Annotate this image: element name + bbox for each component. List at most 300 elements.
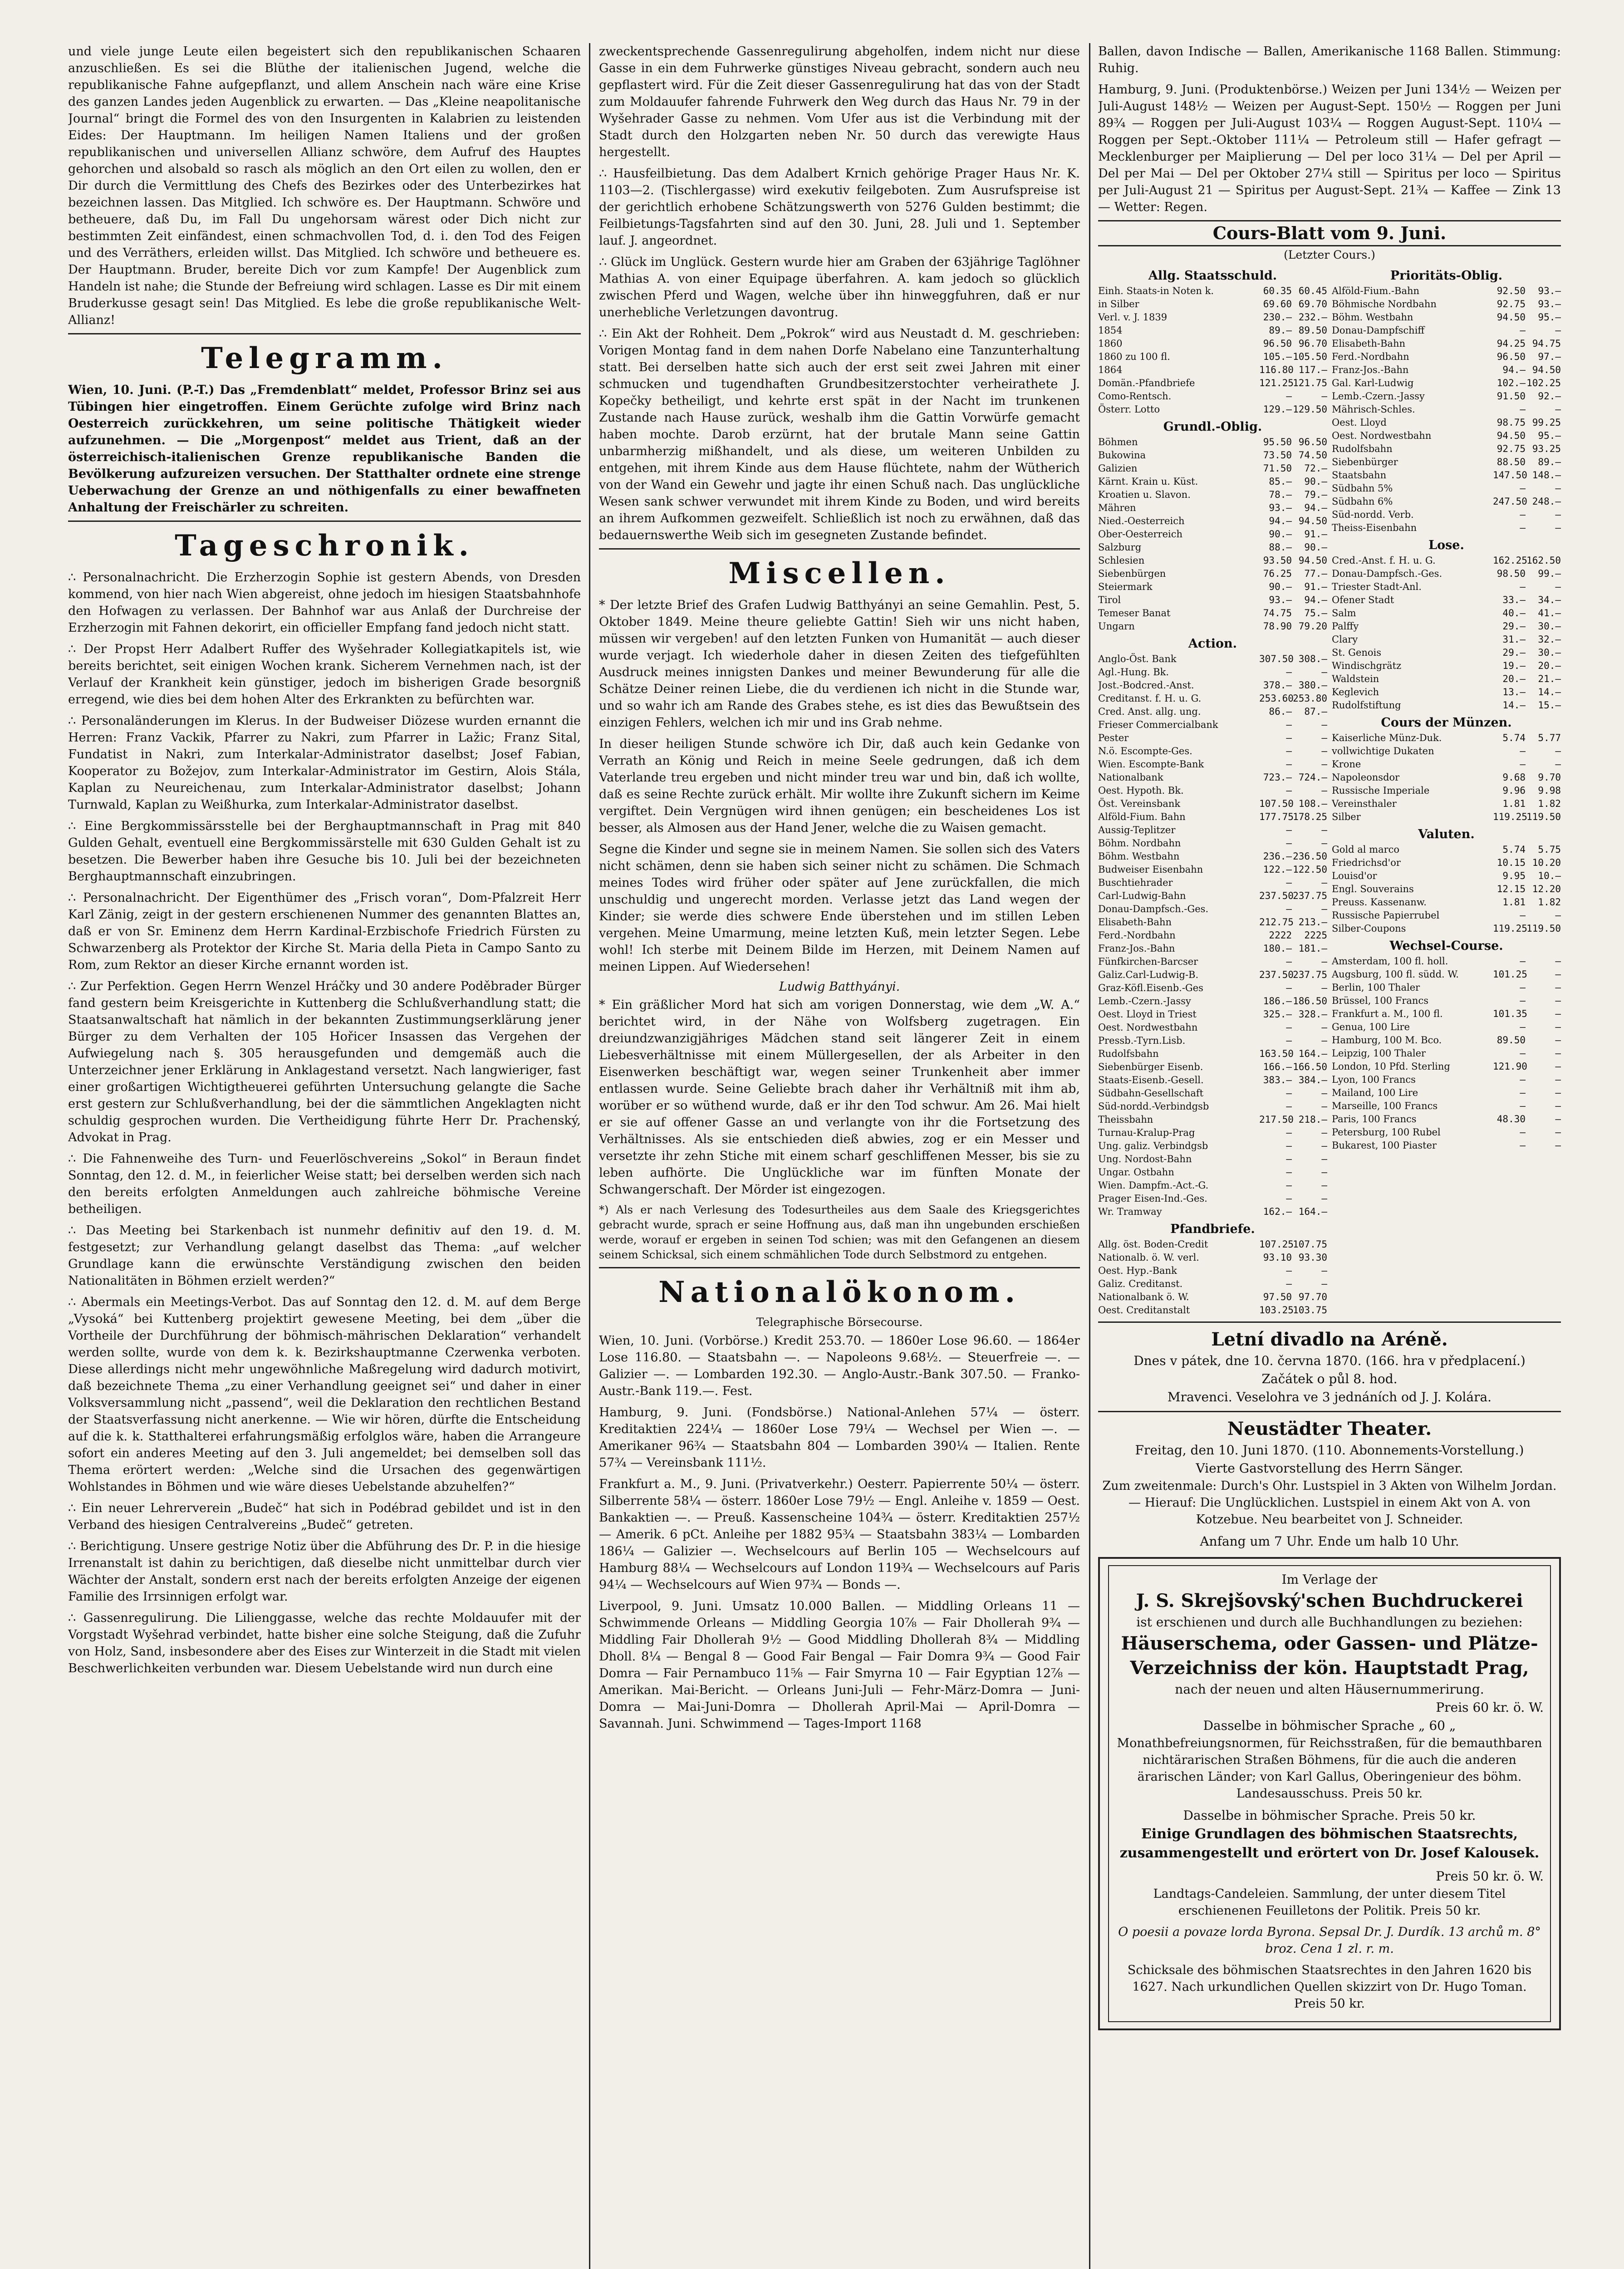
security-name: Böhmische Nordbahn xyxy=(1332,299,1437,309)
security-name: Öst. Vereinsbank xyxy=(1098,798,1181,809)
price-ask: 91.— xyxy=(1304,529,1327,540)
price-bid: — xyxy=(1520,1140,1526,1151)
price-ask: 105.50 xyxy=(1293,351,1327,362)
table-row xyxy=(1098,620,1327,633)
market-report: Ballen, davon Indische — Ballen, Amerikanische 1168 Ballen. Stimmung: Ruhig. xyxy=(1098,44,1561,75)
price-bid: — xyxy=(1286,746,1292,756)
security-name: Pester xyxy=(1098,732,1129,743)
table-row xyxy=(1332,495,1561,508)
table-row xyxy=(1332,1047,1561,1060)
price-ask: — xyxy=(1321,877,1327,888)
price-ask: 5.77 xyxy=(1538,732,1561,743)
table-row xyxy=(1098,554,1327,567)
security-name: Genua, 100 Lire xyxy=(1332,1022,1410,1032)
security-name: Frieser Commercialbank xyxy=(1098,719,1218,730)
table-rows xyxy=(1098,285,1327,416)
ad-line: ist erschienen und durch alle Buchhandlungen zu beziehen: xyxy=(1136,1615,1523,1630)
price-bid: 9.96 xyxy=(1502,785,1526,796)
table-row xyxy=(1332,673,1561,686)
security-name: Galiz. Creditanst. xyxy=(1098,1278,1183,1289)
security-name: Clary xyxy=(1332,634,1358,645)
security-name: Rudolfstiftung xyxy=(1332,700,1401,711)
security-name: Süd-nordd. Verb. xyxy=(1332,509,1414,520)
table-row xyxy=(1332,896,1561,909)
table-row xyxy=(1098,501,1327,515)
news-item: ∴ Zur Perfektion. Gegen Herrn Wenzel Hráčky und 30 andere Poděbrader Bürger fand gestern beim Kreisgerichte in Kuttenberg die Schlußverhandlung statt; die Staatsanwaltschaft hat nämlich in der bekannten Zustimmungserklärung jener Bürger zu dem Verhalten der 105 Hořicer Insassen das Vergehen der Aufwiegelung nach §. 305 herausgefunden und demgemäß auch die Unterzeichner jener Erklärung in Anklagestand versetzt. Nach langwieriger, fast einer großartigen Wichtigtheuerei geführten Untersuchung gelangte die Sache erst gestern zur Schlußverhandlung, bei der die sämmtlichen Angeklagten nicht schuldig gesprochen wurden. Die Vertheidigung führte Herr Dr. Prachenský, Advokat in Prag. xyxy=(68,979,581,1144)
price-ask: — xyxy=(1321,667,1327,678)
ad-item: Monathbefreiungsnormen, für Reichsstraßen, für die bemauthbaren nichtärarischen Straßen Böhmens, für die auch die anderen ärarischen Länder; von Karl Gallus, Oberingenieur des böhm. Landesausschuss. Preis 50 kr. xyxy=(1117,1736,1542,1801)
table-row xyxy=(1098,390,1327,403)
security-name: Schlesien xyxy=(1098,555,1145,566)
table-row xyxy=(1098,594,1327,607)
security-name: Oest. Lloyd in Triest xyxy=(1098,1009,1197,1020)
security-name: vollwichtige Dukaten xyxy=(1332,746,1434,756)
price-bid: — xyxy=(1286,1278,1292,1289)
table-row xyxy=(1098,1153,1327,1166)
price-ask: 32.— xyxy=(1538,634,1561,645)
price-ask: 75.— xyxy=(1304,608,1327,619)
security-name: Ober-Oesterreich xyxy=(1098,529,1183,540)
price-bid: 98.50 xyxy=(1496,568,1526,579)
section-title-nationaloekonom: Nationalökonom. xyxy=(658,1275,1021,1309)
price-bid: 129.— xyxy=(1263,404,1292,415)
security-name: Ung. Nordost-Bahn xyxy=(1098,1154,1192,1164)
security-name: Lemb.-Czern.-Jassy xyxy=(1098,996,1191,1007)
price-ask: 248.— xyxy=(1532,496,1561,507)
column-rule xyxy=(1089,43,1090,2269)
security-name: Krone xyxy=(1332,759,1361,770)
price-ask: 9.70 xyxy=(1538,772,1561,783)
price-bid: — xyxy=(1286,1140,1292,1151)
security-name: Südbahn 6% xyxy=(1332,496,1393,507)
section-title-telegramm: Telegramm. xyxy=(201,341,448,375)
ad-item: Landtags-Candeleien. Sammlung, der unter diesem Titel erschienenen Feuilletons der Politik. Preis 50 kr. xyxy=(1153,1887,1506,1918)
divider xyxy=(68,521,581,522)
table-row xyxy=(1098,653,1327,666)
price-ask: 5.75 xyxy=(1538,844,1561,855)
price-bid: 186.— xyxy=(1263,996,1292,1007)
security-name: Ferd.-Nordbahn xyxy=(1098,930,1176,941)
cours-blatt-subtitle: (Letzter Cours.) xyxy=(1284,248,1375,261)
ad-line: nach der neuen und alten Häusernummerirung. xyxy=(1175,1682,1484,1697)
cours-table-right xyxy=(1332,265,1561,1317)
security-name: Waldstein xyxy=(1332,673,1379,684)
security-name: Theiss-Eisenbahn xyxy=(1332,522,1417,533)
table-row xyxy=(1098,1113,1327,1126)
price-bid: — xyxy=(1520,1087,1526,1098)
table-row xyxy=(1098,745,1327,758)
security-name: Wien. Dampfm.-Act.-G. xyxy=(1098,1180,1209,1191)
price-ask: 384.— xyxy=(1298,1075,1327,1085)
cours-table-left xyxy=(1098,265,1327,1317)
ad-line: Im Verlage der xyxy=(1281,1572,1378,1587)
table-section-title: Cours der Münzen. xyxy=(1381,716,1512,730)
price-bid: 90.— xyxy=(1269,581,1292,592)
price-ask: 97.— xyxy=(1538,351,1561,362)
price-bid: 90.— xyxy=(1269,529,1292,540)
security-name: Siebenbürger Eisenb. xyxy=(1098,1061,1203,1072)
price-bid: 162.— xyxy=(1263,1206,1292,1217)
table-row xyxy=(1332,350,1561,363)
price-ask: 119.50 xyxy=(1526,811,1561,822)
security-name: 1864 xyxy=(1098,364,1123,375)
security-name: Böhmen xyxy=(1098,437,1138,447)
price-bid: 29.— xyxy=(1502,647,1526,658)
price-ask: 9.98 xyxy=(1538,785,1561,796)
price-bid: 48.30 xyxy=(1496,1114,1526,1125)
table-row xyxy=(1332,659,1561,673)
price-bid: — xyxy=(1520,1100,1526,1111)
price-ask: — xyxy=(1555,995,1561,1006)
ad-item: O poesii a povaze lorda Byrona. Sepsal Dr. J. Durdík. 13 archů m. 8° broz. Cena 1 zl. r. m. xyxy=(1118,1925,1541,1956)
table-section-title: Wechsel-Course. xyxy=(1389,939,1503,953)
neustaedter-theater-title: Neustädter Theater. xyxy=(1227,1418,1432,1439)
price-bid: 9.68 xyxy=(1502,772,1526,783)
security-name: Oest. Nordwestbahn xyxy=(1332,430,1432,441)
price-ask: 164.— xyxy=(1298,1048,1327,1059)
security-name: Creditanst. f. H. u. G. xyxy=(1098,693,1202,704)
security-name: Galizien xyxy=(1098,463,1138,474)
price-ask: 166.50 xyxy=(1293,1061,1327,1072)
security-name: Bukowina xyxy=(1098,450,1146,461)
table-row xyxy=(1098,488,1327,501)
table-row xyxy=(1332,482,1561,495)
price-bid: — xyxy=(1520,581,1526,592)
security-name: Kaiserliche Münz-Duk. xyxy=(1332,732,1442,743)
security-name: 1860 zu 100 fl. xyxy=(1098,351,1170,362)
price-bid: — xyxy=(1286,1101,1292,1112)
price-ask: — xyxy=(1321,732,1327,743)
price-bid: 40.— xyxy=(1502,608,1526,619)
table-row xyxy=(1098,350,1327,363)
security-name: Kärnt. Krain u. Küst. xyxy=(1098,476,1198,487)
table-section-title: Allg. Staatsschuld. xyxy=(1148,269,1277,283)
news-item: ∴ Ein Akt der Rohheit. Dem „Pokrok“ wird aus Neustadt d. M. geschrieben: Vorigen Montag fand in dem nahen Dorfe Nabelano eine Tanzunterhaltung statt. Bei derselben hatte sich auch der erst seit zwei Jahren mit einer schmucken und tugendhaften Grundbesitzerstochter verheirathete J. Kopečky betheiligt, und kehrte erst spät in der Nacht im trunkenen Zustande nach Hause zurück, weshalb ihm die Gattin Vorwürfe gemacht haben mochte. Darob erzürnt, hat der brutale Mann seine Gattin unbarmherzig mißhandelt, und als diese, um weiteren Unbilden zu entgehen, mit ihrem Kinde aus dem Hause flüchtete, nahm der Wütherich von der Wand ein Gewehr und jagte ihr einen Schuß nach. Das unglückliche Wesen sank schwer verwundet mit ihrem Kinde zu Boden, und wird bereits an ihrem Aufkommen gezweifelt. Schließlich ist noch zu erwähnen, daß das bedauernswerthe Weib sich im gesegneten Zustande befindet. xyxy=(599,327,1080,542)
news-item: ∴ Abermals ein Meetings-Verbot. Das auf Sonntag den 12. d. M. auf dem Berge „Vysoká“ bei Kuttenberg projektirt gewesene Meeting, bei dem „über die Vortheile der Durchführung der böhmisch-mährischen Deklaration“ verhandelt werden sollte, wurde von dem k. k. Bezirkshauptmanne Czerwenka verboten. Diese allerdings nicht mehr ungewöhnliche Maßregelung wird dadurch motivirt, daß bezeichnete Thema „zu einer Verhandlung geeignet sei“ und daher in einer Volksversammlung nicht „passend“, weil die Deklaration den rechtlichen Bestand der Staatsverfassung nicht anerkenne. — Wie wir hören, dürfte die Entscheidung auf die k. k. Statthalterei erfahrungsmäßig erfolglos wäre, haben die Arrangeure sofort ein anderes Meeting auf den 3. Juli angemeldet; bei demselben soll das Thema erörtert werden: „Welche sind die Ursachen des gegenwärtigen Wohlstandes in Böhmen und wie wäre dieses Uebelstande abzuhelfen?“ xyxy=(68,1295,581,1494)
security-name: Silber xyxy=(1332,811,1361,822)
price-ask: — xyxy=(1555,910,1561,921)
security-name: Windischgrätz xyxy=(1332,660,1402,671)
security-name: Mähren xyxy=(1098,502,1136,513)
security-name: Ferd.-Nordbahn xyxy=(1332,351,1409,362)
table-section-title: Lose. xyxy=(1428,538,1464,552)
price-ask: — xyxy=(1321,785,1327,796)
security-name: Nied.-Oesterreich xyxy=(1098,516,1185,526)
price-bid: — xyxy=(1286,732,1292,743)
security-name: 1860 xyxy=(1098,338,1123,349)
security-name: Oest. Nordwestbahn xyxy=(1098,1022,1198,1033)
price-bid: 236.— xyxy=(1263,851,1292,862)
table-row xyxy=(1332,968,1561,981)
price-bid: 69.60 xyxy=(1263,299,1292,309)
price-bid: — xyxy=(1286,1088,1292,1099)
price-bid: 119.25 xyxy=(1493,811,1527,822)
security-name: Oest. Hyp.-Bank xyxy=(1098,1265,1177,1276)
price-ask: 96.50 xyxy=(1298,437,1327,447)
security-name: 1854 xyxy=(1098,325,1123,336)
security-name: Donau-Dampfsch.-Ges. xyxy=(1332,568,1442,579)
table-row xyxy=(1098,1304,1327,1317)
price-ask: — xyxy=(1321,1278,1327,1289)
security-name: Palffy xyxy=(1332,621,1359,632)
security-name: Triester Stadt-Anl. xyxy=(1332,581,1422,592)
price-bid: — xyxy=(1520,956,1526,967)
price-bid: 89.50 xyxy=(1496,1035,1526,1046)
security-name: Berlin, 100 Thaler xyxy=(1332,982,1420,993)
price-ask: — xyxy=(1321,1193,1327,1204)
news-item: ∴ Berichtigung. Unsere gestrige Notiz über die Abführung des Dr. P. in die hiesige Irrenanstalt ist dahin zu berichtigen, daß dieselbe nicht unmittelbar durch vier Wächter der Anstalt, sondern erst nach der bereits erfolgten Anzeige der eigenen Familie des Irrsinnigen erfolgt war. xyxy=(68,1539,581,1604)
security-name: Böhm. Westbahn xyxy=(1098,851,1180,862)
table-row xyxy=(1098,462,1327,475)
price-ask: — xyxy=(1555,581,1561,592)
price-bid: — xyxy=(1286,785,1292,796)
price-ask: 122.50 xyxy=(1293,864,1327,875)
security-name: Salm xyxy=(1332,608,1356,619)
table-row xyxy=(1098,1100,1327,1113)
table-row xyxy=(1332,922,1561,935)
table-rows xyxy=(1332,554,1561,712)
price-bid: — xyxy=(1520,910,1526,921)
price-bid: 95.50 xyxy=(1263,437,1292,447)
news-item: ∴ Hausfeilbietung. Das dem Adalbert Krnich gehörige Prager Haus Nr. K. 1103—2. (Tischlergasse) wird exekutiv feilgeboten. Zum Ausrufspreise ist der gerichtlich erhobene Schätzungswerth von 5276 Gulden bestimmt; die Feilbietungs-Tagsfahrten sind auf den 30. Juni, 28. Juli und 1. September lauf. J. angeordnet. xyxy=(599,167,1080,248)
price-bid: 94.— xyxy=(1269,516,1292,526)
table-row xyxy=(1332,1034,1561,1047)
divider xyxy=(599,1267,1080,1268)
price-bid: 96.50 xyxy=(1263,338,1292,349)
price-ask: 72.— xyxy=(1304,463,1327,474)
table-row xyxy=(1332,758,1561,771)
price-ask: — xyxy=(1555,982,1561,993)
table-row xyxy=(1332,686,1561,699)
news-item: ∴ Eine Bergkommissärsstelle bei der Berghauptmannschaft in Prag mit 840 Gulden Gehalt, eventuell eine Bergkommissärstelle mit 630 Gulden Gehalt ist zu besetzen. Die Bewerber haben ihre Gesuche bis 10. Juli bei der bezeichneten Berghauptmannschaft einzubringen. xyxy=(68,819,581,884)
table-row xyxy=(1332,298,1561,311)
price-ask: — xyxy=(1321,1088,1327,1099)
price-ask: 93.25 xyxy=(1532,443,1561,454)
price-bid: 20.— xyxy=(1502,673,1526,684)
table-row xyxy=(1332,607,1561,620)
telegramm-text: Wien, 10. Juni. (P.-T.) Das „Fremdenblatt“ meldet, Professor Brinz sei aus Tübingen hier eingetroffen. Einem Gerüchte zufolge wird Brinz nach Oesterreich zurückkehren, um seine politische Thätigkeit wieder aufzunehmen. — Die „Morgenpost“ meldet aus Trient, daß an der österreichisch-italienischen Grenze republikanische Banden die Bevölkerung aufzureizen versuchen. Der Statthalter ordnete eine strenge Ueberwachung der Grenze an und nöthigenfalls zu einer bewaffneten Anhaltung der Freischärler zu schreiten. xyxy=(68,383,581,515)
table-row xyxy=(1332,745,1561,758)
price-ask: 103.75 xyxy=(1293,1305,1327,1316)
price-ask: — xyxy=(1555,1035,1561,1046)
table-row xyxy=(1332,1060,1561,1073)
price-ask: — xyxy=(1555,522,1561,533)
price-ask: 236.50 xyxy=(1293,851,1327,862)
table-row xyxy=(1332,363,1561,377)
table-row xyxy=(1332,732,1561,745)
price-ask: 94.50 xyxy=(1298,555,1327,566)
table-section-title: Action. xyxy=(1188,637,1237,651)
price-ask: 102.25 xyxy=(1526,378,1561,388)
price-ask: — xyxy=(1555,1100,1561,1111)
price-ask: 380.— xyxy=(1298,680,1327,691)
news-item: ∴ Die Fahnenweihe des Turn- und Feuerlöschvereins „Sokol“ in Beraun findet Sonntag, den 12. d. M., in feierlicher Weise statt; bei derselben werden sich nach den bereits erfolgten Anmeldungen auch zahlreiche böhmische Vereine betheiligen. xyxy=(68,1152,581,1216)
table-row xyxy=(1098,810,1327,824)
table-row xyxy=(1098,324,1327,337)
price-bid: 96.50 xyxy=(1496,351,1526,362)
table-row xyxy=(1098,1205,1327,1218)
security-name: Franz-Jos.-Bahn xyxy=(1098,943,1175,954)
price-ask: — xyxy=(1555,1048,1561,1059)
security-name: Frankfurt a. M., 100 fl. xyxy=(1332,1008,1443,1019)
ad-price: Preis 50 kr. ö. W. xyxy=(1436,1869,1544,1884)
table-row xyxy=(1332,843,1561,856)
price-bid: 94.50 xyxy=(1496,430,1526,441)
price-bid: — xyxy=(1520,1048,1526,1059)
price-bid: 237.50 xyxy=(1259,890,1294,901)
table-row xyxy=(1098,1192,1327,1205)
price-ask: 89.— xyxy=(1538,457,1561,467)
table-row xyxy=(1098,982,1327,995)
column-rule xyxy=(589,43,590,2269)
table-row xyxy=(1098,475,1327,488)
table-row xyxy=(1332,554,1561,567)
price-bid: 97.50 xyxy=(1263,1292,1292,1302)
price-bid: 9.95 xyxy=(1502,870,1526,881)
table-row xyxy=(1098,449,1327,462)
price-ask: 108.— xyxy=(1298,798,1327,809)
price-bid: — xyxy=(1286,1154,1292,1164)
price-ask: — xyxy=(1555,1087,1561,1098)
security-name: Silber-Coupons xyxy=(1332,923,1406,934)
divider xyxy=(68,333,581,334)
price-ask: 10.— xyxy=(1538,870,1561,881)
table-row xyxy=(1098,718,1327,732)
market-report: Wien, 10. Juni. (Vorbörse.) Kredit 253.70. — 1860er Lose 96.60. — 1864er Lose 116.80. — Staatsbahn —. — Napoleons 9.68½. — Steuerfreie —. — Galizier —. — Lombarden 192.30. — Anglo-Austr.-Bank 307.50. — Franko-Austr.-Bank 119.—. Fest. xyxy=(599,1334,1080,1398)
security-name: Pressb.-Tyrn.Lisb. xyxy=(1098,1035,1186,1046)
ad-line: Dasselbe in böhmischer Sprache „ 60 „ xyxy=(1203,1718,1456,1733)
table-row xyxy=(1332,337,1561,350)
price-ask: 91.— xyxy=(1304,581,1327,592)
news-item: ∴ Personalnachricht. Die Erzherzogin Sophie ist gestern Abends, von Dresden kommend, von hier nach Wien abgereist, ohne jedoch im hiesigen Staatsbahnhofe den Hofwagen zu verlassen. Der Bahnhof war aus Anlaß der Durchreise der Erzherzogin mit Fahnen dekorirt, ein officieller Empfang fand jedoch nicht statt. xyxy=(68,570,581,635)
table-row xyxy=(1098,771,1327,784)
price-bid: — xyxy=(1286,1127,1292,1138)
price-bid: 101.35 xyxy=(1493,1008,1527,1019)
table-row xyxy=(1332,580,1561,594)
table-row xyxy=(1098,311,1327,324)
misc-item: Segne die Kinder und segne sie in meinem Namen. Sie sollen sich des Vaters nicht schämen, denn sie haben sich seiner nicht zu schämen. Die Schmach meines Todes wird früher oder später auf Jene zurückfallen, die mich unschuldig und ungerecht morden. Verlasse jetzt das Land wegen der Kinder; sie werde dies schwere Ende überstehen und im stillen Leben vergehen. Meine Umarmung, meine letzten Kuß, mein letzter Segen. Lebe wohl! Ich sterbe mit Deinem Bilde im Herzen, mit Deinem Namen auf meinen Lippen. Auf Wiedersehen! xyxy=(599,842,1080,974)
price-bid: — xyxy=(1520,1127,1526,1138)
price-ask: 99.— xyxy=(1538,568,1561,579)
price-bid: — xyxy=(1286,1180,1292,1191)
price-bid: 247.50 xyxy=(1493,496,1527,507)
ad-title: Häuserschema, oder Gassen- und Plätze-Verzeichniss der kön. Hauptstadt Prag, xyxy=(1121,1633,1538,1679)
table-row xyxy=(1098,929,1327,942)
price-ask: — xyxy=(1321,391,1327,402)
price-bid: — xyxy=(1520,982,1526,993)
security-name: Mährisch-Schles. xyxy=(1332,404,1415,415)
table-row xyxy=(1098,298,1327,311)
table-rows xyxy=(1332,843,1561,935)
security-name: Russische Papierrubel xyxy=(1332,910,1440,921)
price-ask: 119.50 xyxy=(1526,923,1561,934)
table-row xyxy=(1098,541,1327,554)
table-row xyxy=(1332,456,1561,469)
table-row xyxy=(1098,1251,1327,1264)
misc-item: * Der letzte Brief des Grafen Ludwig Batthyányi an seine Gemahlin. Pest, 5. Oktober 1849. Meine theure geliebte Gattin! Sieh wir uns nicht haben, müssen wir vergeben! auf den letzten Funken von Humanität — auch dieser wurde verjagt. Ich wiederhole daher in diesen Zeiten des tiefgefühlten Ausdruck meines innigsten Dankes und meiner Bewunderung für alle die Schätze Deiner reinen Liebe, die du verdienen ich nicht in die Stunde war, und so wahr ich am Rande des Grabes stehe, es ist dies das Bewußtsein des einzigen Fehlers, welchen ich mir und ins Grab nehme. xyxy=(599,598,1080,730)
security-name: Wr. Tramway xyxy=(1098,1206,1162,1217)
security-name: Aussig-Teplitzer xyxy=(1098,825,1176,835)
price-bid: 325.— xyxy=(1263,1009,1292,1020)
price-ask: 14.— xyxy=(1538,687,1561,697)
price-ask: 15.— xyxy=(1538,700,1561,711)
table-row xyxy=(1098,285,1327,298)
security-name: Böhm. Nordbahn xyxy=(1098,838,1181,849)
security-name: Nationalb. ö. W. verl. xyxy=(1098,1252,1199,1263)
table-row xyxy=(1332,856,1561,869)
table-row xyxy=(1332,869,1561,883)
security-name: London, 10 Pfd. Sterling xyxy=(1332,1061,1450,1072)
price-ask: — xyxy=(1321,956,1327,967)
price-bid: 13.— xyxy=(1502,687,1526,697)
table-row xyxy=(1098,1166,1327,1179)
table-row xyxy=(1332,1113,1561,1126)
price-bid: — xyxy=(1286,825,1292,835)
table-row xyxy=(1332,377,1561,390)
security-name: Paris, 100 Francs xyxy=(1332,1114,1417,1125)
table-rows xyxy=(1098,653,1327,1218)
price-bid: — xyxy=(1286,956,1292,967)
column-3 xyxy=(1098,43,1561,2269)
table-row xyxy=(1098,1238,1327,1251)
price-bid: — xyxy=(1520,404,1526,415)
table-row xyxy=(1098,692,1327,705)
price-bid: 147.50 xyxy=(1493,470,1527,481)
price-ask: — xyxy=(1321,838,1327,849)
security-name: St. Genois xyxy=(1332,647,1382,658)
price-bid: 1.81 xyxy=(1502,897,1526,908)
price-bid: 723.— xyxy=(1263,772,1292,783)
price-bid: 180.— xyxy=(1263,943,1292,954)
price-bid: 307.50 xyxy=(1259,653,1294,664)
table-row xyxy=(1098,876,1327,889)
cours-table xyxy=(1098,265,1561,1317)
table-row xyxy=(1332,810,1561,824)
price-bid: 177.75 xyxy=(1259,811,1294,822)
security-name: Mailand, 100 Lire xyxy=(1332,1087,1418,1098)
divider xyxy=(599,548,1080,550)
table-section-title: Valuten. xyxy=(1418,827,1475,841)
security-name: Fünfkirchen-Barcser xyxy=(1098,956,1198,967)
price-bid: — xyxy=(1286,759,1292,770)
price-bid: — xyxy=(1286,1265,1292,1276)
price-bid: 73.50 xyxy=(1263,450,1292,461)
table-row xyxy=(1332,633,1561,646)
table-row xyxy=(1332,567,1561,580)
price-ask: 95.— xyxy=(1538,312,1561,323)
security-name: Verl. v. J. 1839 xyxy=(1098,312,1168,323)
table-row xyxy=(1098,903,1327,916)
price-ask: 93.— xyxy=(1538,299,1561,309)
security-name: Allg. öst. Boden-Credit xyxy=(1098,1239,1208,1250)
security-name: Agl.-Hung. Bk. xyxy=(1098,667,1169,678)
price-bid: 29.— xyxy=(1502,621,1526,632)
security-name: Elisabeth-Bahn xyxy=(1098,917,1172,928)
price-ask: 69.70 xyxy=(1298,299,1327,309)
price-ask: 2225 xyxy=(1304,930,1327,941)
security-name: Brüssel, 100 Francs xyxy=(1332,995,1428,1006)
price-ask: 34.— xyxy=(1538,594,1561,605)
price-ask: — xyxy=(1555,1022,1561,1032)
security-name: Galiz.Carl-Ludwig-B. xyxy=(1098,969,1199,980)
price-bid: 31.— xyxy=(1502,634,1526,645)
price-ask: — xyxy=(1555,1061,1561,1072)
security-name: Elisabeth-Bahn xyxy=(1332,338,1405,349)
price-bid: 378.— xyxy=(1263,680,1292,691)
security-name: Keglevich xyxy=(1332,687,1379,697)
table-row xyxy=(1098,567,1327,580)
price-ask: 90.— xyxy=(1304,542,1327,553)
